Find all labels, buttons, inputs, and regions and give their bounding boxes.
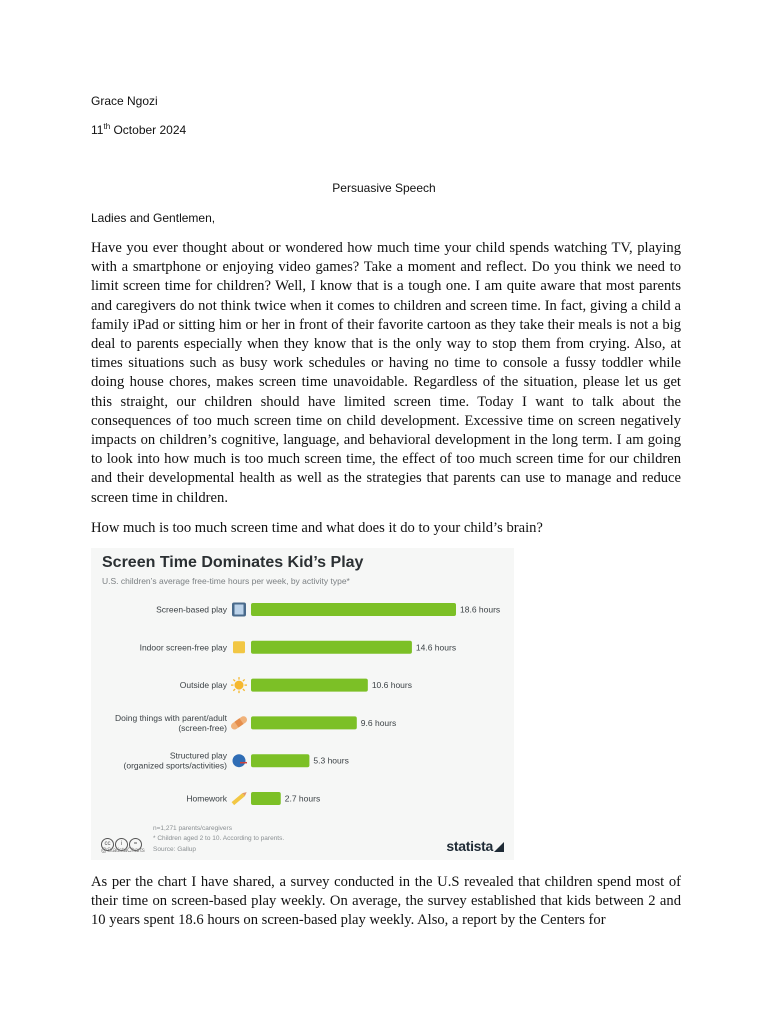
chart-handle: @StatistaCharts (101, 848, 145, 854)
statista-logo (446, 838, 504, 854)
attribution-icon: i (115, 838, 128, 851)
value-label: 10.6 hours (371, 680, 412, 691)
bar (251, 754, 309, 767)
document-date (91, 123, 186, 137)
sun-icon-ray (233, 689, 235, 691)
bar-chart (91, 548, 514, 860)
pencil-icon (232, 793, 245, 805)
value-label: 14.6 hours (415, 642, 457, 653)
category-label: Structured play (169, 750, 227, 761)
author-name: Grace Ngozi (91, 94, 158, 108)
brand-text: statista (446, 838, 493, 854)
statista-mark-icon (494, 842, 504, 852)
paragraph-question: How much is too much screen time and what does it do to your child’s brain? (91, 520, 543, 536)
bar (251, 716, 357, 729)
value-label: 5.3 hours (313, 755, 349, 766)
chart-footnote-source: Source: Gallup (153, 846, 196, 853)
bar (251, 792, 281, 805)
category-label: Homework (186, 793, 227, 804)
date-day: 11 (91, 123, 104, 137)
document-title: Persuasive Speech (332, 181, 436, 195)
value-label: 18.6 hours (460, 604, 501, 615)
sun-icon (235, 681, 244, 690)
sun-icon-ray (243, 679, 245, 681)
category-label: (organized sports/activities) (123, 760, 227, 771)
sun-icon-ray (233, 679, 235, 681)
greeting: Ladies and Gentlemen, (91, 211, 216, 225)
date-suffix: th (103, 122, 111, 131)
chart-footnote-note: * Children aged 2 to 10. According to parents. (153, 835, 285, 842)
date-rest: October 2024 (110, 123, 187, 137)
paragraph-chart-analysis: As per the chart I have shared, a survey conducted in the U.S revealed that children spend most of their time on screen-based play weekly. On average, the survey established that kids between 2 and 10 years spent 18.6 hours on screen-based play weekly. Also, a report by the Centers for (91, 874, 681, 929)
chart-footnote-sample: n=1,271 parents/caregivers (153, 825, 232, 832)
sun-icon-ray (243, 689, 245, 691)
category-label: Indoor screen-free play (139, 642, 227, 653)
bar (251, 641, 412, 654)
category-label: Outside play (179, 680, 227, 691)
chart-subtitle: U.S. children’s average free-time hours per week, by activity type* (102, 576, 350, 586)
cc-icon: cc (101, 838, 114, 851)
bar (251, 679, 368, 692)
chart-plot (91, 548, 514, 860)
value-label: 9.6 hours (360, 717, 397, 728)
category-label: Doing things with parent/adult (115, 712, 227, 723)
category-label: (screen-free) (178, 722, 227, 733)
football-helmet-icon (233, 754, 246, 767)
no-derivatives-icon: = (129, 838, 142, 851)
value-label: 2.7 hours (284, 793, 321, 804)
paragraph-intro: Have you ever thought about or wondered how much time your child spends watching TV, playing with a smartphone or enjoying video games? Take a moment and reflect. Do you think we need to limit screen time for children? Well, I know that is a tough one. I am quite aware that most parents and caregivers do not think twice when it comes to children and screen time. In fact, giving a child a family iPad or sitting him or her in front of their favorite cartoon as they take their meals is not a big deal to parents especially when they know that is the only way to stop them from crying. Also, at times situations such as busy work schedules or having no time to console a fussy toddler while doing house chores, makes screen time unavoidable. Regardless of the situation, please let us get this straight, our children should have limited screen time. Today I want to talk about the consequences of too much screen time on child development. Excessive time on screen negatively impacts on children’s cognitive, language, and behavioral development in the long term. I am going to look into how much is too much screen time, the effect of too much screen time for our children and their developmental health as well as the strategies that parents can use to manage and reduce screen time in children. (91, 240, 681, 506)
toy-block-icon (233, 641, 245, 653)
chart-title: Screen Time Dominates Kid’s Play (102, 554, 364, 571)
category-label: Screen-based play (156, 604, 227, 615)
bar (251, 603, 456, 616)
tablet-icon-screen (235, 605, 244, 615)
